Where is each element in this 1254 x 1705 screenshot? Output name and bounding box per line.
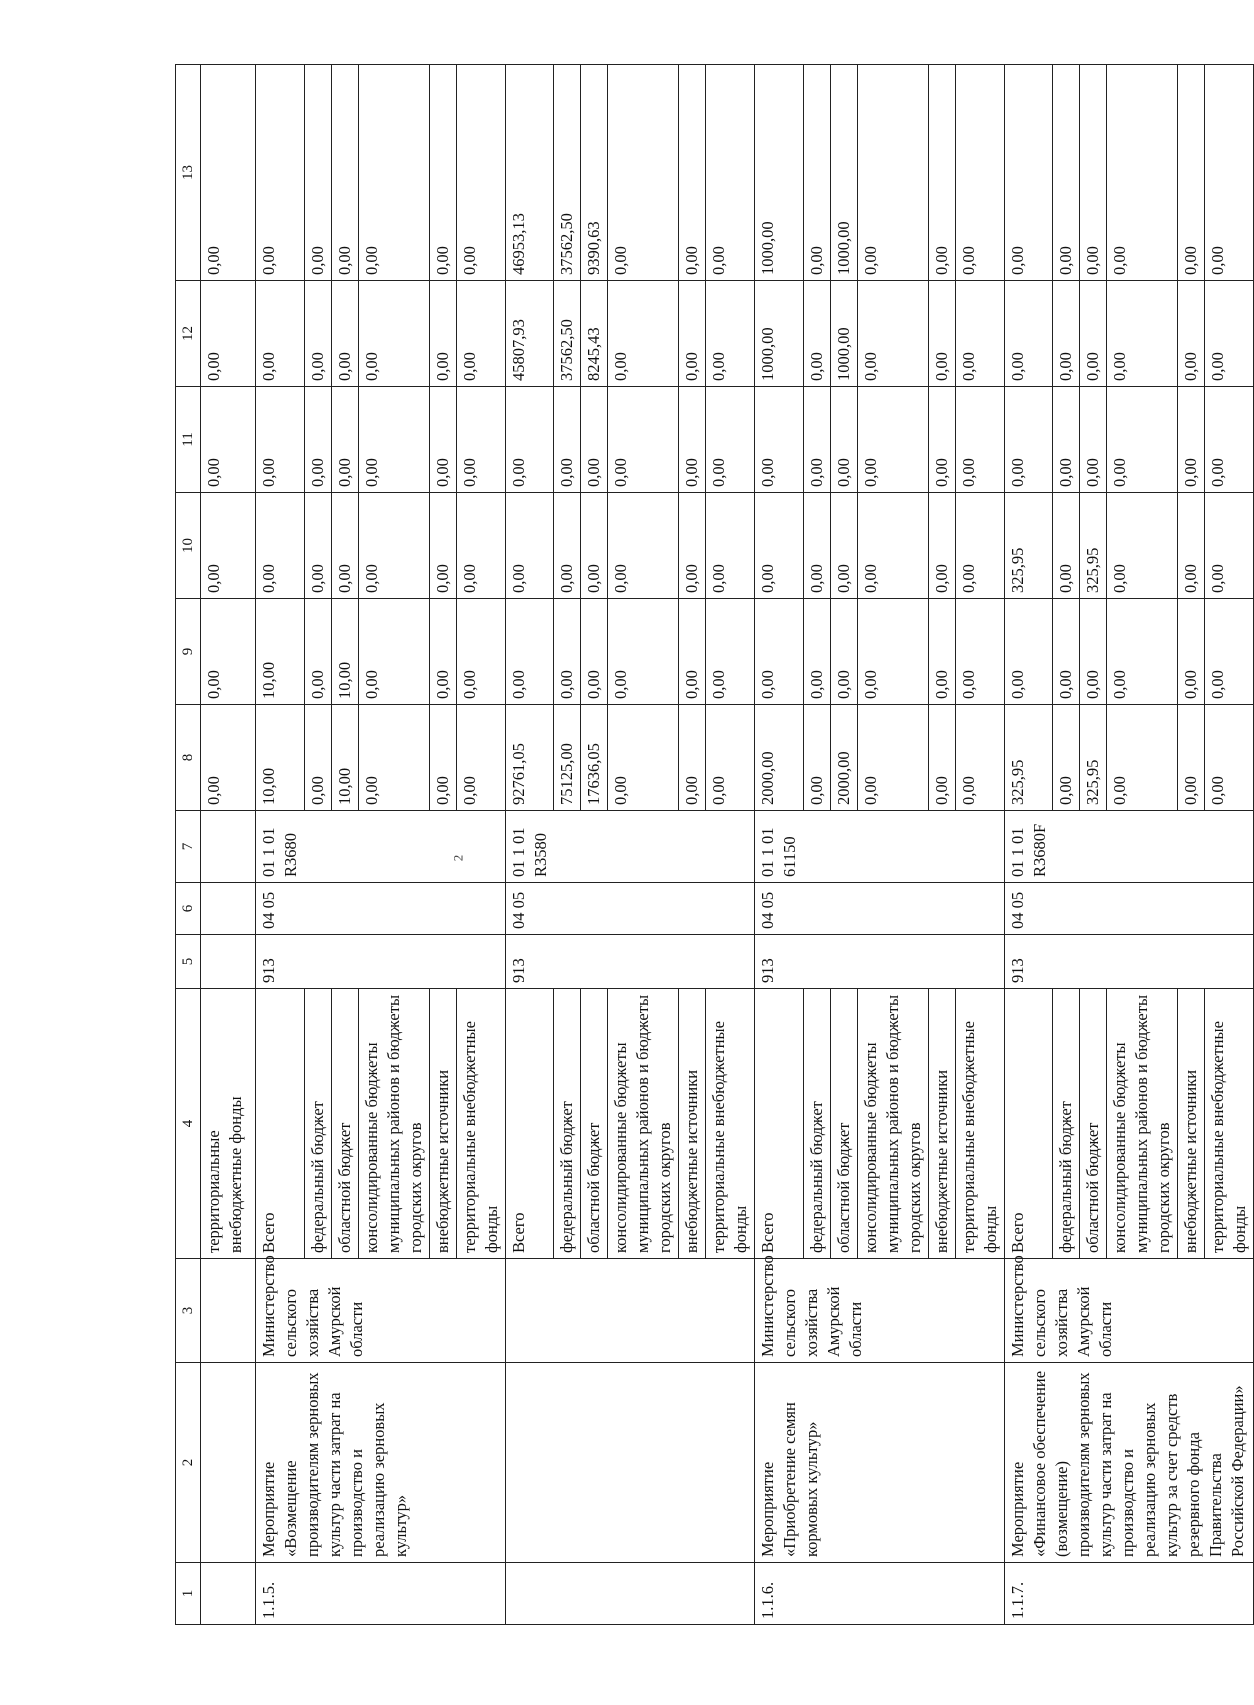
item-number: 1.1.6.: [755, 1563, 1005, 1625]
csr-cell: [1080, 811, 1107, 883]
value-cell: 0,00: [1178, 599, 1205, 705]
grbs-cell: 913: [505, 935, 554, 989]
csr-cell: [304, 811, 331, 883]
source-cell: территориальные внебюджетные фонды: [456, 989, 505, 1259]
value-cell: 10,00: [331, 705, 358, 811]
item-number: 1.1.5.: [256, 1563, 506, 1625]
csr-cell: 01 1 01 R3680F: [1004, 811, 1053, 883]
value-cell: 17636,05: [581, 705, 608, 811]
grbs-cell: [955, 935, 1004, 989]
source-cell: внебюджетные источники: [928, 989, 955, 1259]
grbs-cell: [304, 935, 331, 989]
value-cell: 0,00: [928, 599, 955, 705]
table-row: [256, 65, 305, 1625]
header-row: [176, 65, 201, 1625]
item-name: [505, 1363, 755, 1563]
col-header: 6: [176, 883, 201, 935]
grbs-cell: [1107, 935, 1178, 989]
value-cell: 0,00: [358, 387, 429, 493]
source-cell: внебюджетные источники: [429, 989, 456, 1259]
csr-cell: [1107, 811, 1178, 883]
rzpr-cell: 04 05: [755, 883, 804, 935]
value-cell: 0,00: [256, 65, 305, 281]
value-cell: 46953,13: [505, 65, 554, 281]
value-cell: 0,00: [706, 65, 755, 281]
value-cell: 0,00: [1178, 705, 1205, 811]
value-cell: 0,00: [429, 65, 456, 281]
grbs-cell: [331, 935, 358, 989]
source-cell: территориальные внебюджетные фонды: [1205, 989, 1254, 1259]
csr-cell: 01 1 01 R3680: [256, 811, 305, 883]
source-cell: Всего: [505, 989, 554, 1259]
value-cell: 0,00: [857, 599, 928, 705]
item-executor: Министерство сельского хозяйства Амурской области: [256, 1259, 506, 1363]
value-cell: 0,00: [955, 387, 1004, 493]
item-executor: Министерство сельского хозяйства Амурской области: [755, 1259, 1005, 1363]
value-cell: 325,95: [1080, 493, 1107, 599]
value-cell: 0,00: [955, 281, 1004, 387]
value-cell: 0,00: [830, 493, 857, 599]
source-cell: внебюджетные источники: [679, 989, 706, 1259]
csr-cell: [928, 811, 955, 883]
value-cell: 0,00: [456, 281, 505, 387]
csr-cell: [679, 811, 706, 883]
value-cell: 0,00: [608, 599, 679, 705]
value-cell: 0,00: [679, 599, 706, 705]
value-cell: 0,00: [1080, 281, 1107, 387]
value-cell: 0,00: [608, 281, 679, 387]
rzpr-cell: [1053, 883, 1080, 935]
rzpr-cell: [581, 883, 608, 935]
value-cell: 0,00: [830, 387, 857, 493]
value-cell: 1000,00: [755, 65, 804, 281]
value-cell: 0,00: [706, 281, 755, 387]
rzpr-cell: 04 05: [505, 883, 554, 935]
rzpr-cell: [955, 883, 1004, 935]
value-cell: 1000,00: [755, 281, 804, 387]
value-cell: 0,00: [1205, 281, 1254, 387]
value-cell: 0,00: [1004, 599, 1053, 705]
value-cell: 0,00: [955, 599, 1004, 705]
value-cell: 0,00: [857, 705, 928, 811]
value-cell: 0,00: [1004, 65, 1053, 281]
value-cell: 0,00: [803, 65, 830, 281]
source-cell: Всего: [1004, 989, 1053, 1259]
rzpr-cell: [803, 883, 830, 935]
source-cell: областной бюджет: [581, 989, 608, 1259]
grbs-cell: [1080, 935, 1107, 989]
value-cell: 0,00: [1107, 281, 1178, 387]
value-cell: 0,00: [331, 493, 358, 599]
value-cell: 0,00: [706, 387, 755, 493]
value-cell: 0,00: [201, 387, 256, 493]
value-cell: 0,00: [803, 493, 830, 599]
value-cell: 0,00: [679, 65, 706, 281]
col-header: 12: [176, 281, 201, 387]
grbs-cell: [456, 935, 505, 989]
csr-cell: [358, 811, 429, 883]
value-cell: 0,00: [1205, 705, 1254, 811]
col-header: 10: [176, 493, 201, 599]
value-cell: 0,00: [331, 281, 358, 387]
value-cell: 0,00: [304, 705, 331, 811]
grbs-cell: 913: [1004, 935, 1053, 989]
value-cell: 0,00: [304, 281, 331, 387]
value-cell: 0,00: [1205, 599, 1254, 705]
value-cell: 0,00: [679, 493, 706, 599]
continuation-row: [201, 65, 256, 1625]
value-cell: 0,00: [201, 705, 256, 811]
rzpr-cell: 04 05: [1004, 883, 1053, 935]
value-cell: 0,00: [358, 281, 429, 387]
rzpr-cell: [1178, 883, 1205, 935]
value-cell: 325,95: [1004, 493, 1053, 599]
grbs-cell: [608, 935, 679, 989]
table-row: [1004, 65, 1053, 1625]
value-cell: 0,00: [1053, 493, 1080, 599]
csr-cell: [803, 811, 830, 883]
col-header: 9: [176, 599, 201, 705]
value-cell: 10,00: [256, 705, 305, 811]
value-cell: 0,00: [456, 599, 505, 705]
csr-cell: [331, 811, 358, 883]
csr-cell: 01 1 01 61150: [755, 811, 804, 883]
rzpr-cell: [429, 883, 456, 935]
value-cell: 0,00: [1107, 493, 1178, 599]
value-cell: 0,00: [706, 493, 755, 599]
rzpr-cell: [331, 883, 358, 935]
csr-cell: [1205, 811, 1254, 883]
value-cell: 0,00: [581, 387, 608, 493]
value-cell: 0,00: [1053, 705, 1080, 811]
csr-cell: [1178, 811, 1205, 883]
grbs-cell: 913: [755, 935, 804, 989]
col-header: 1: [176, 1563, 201, 1625]
csr-cell: [608, 811, 679, 883]
value-cell: 0,00: [331, 65, 358, 281]
empty-cell: [201, 1363, 256, 1563]
grbs-cell: 913: [256, 935, 305, 989]
value-cell: 0,00: [429, 281, 456, 387]
grbs-cell: [1053, 935, 1080, 989]
value-cell: 0,00: [608, 705, 679, 811]
value-cell: 0,00: [456, 65, 505, 281]
value-cell: 37562,50: [554, 65, 581, 281]
empty-cell: [201, 935, 256, 989]
source-cell: областной бюджет: [830, 989, 857, 1259]
grbs-cell: [1178, 935, 1205, 989]
rzpr-cell: [857, 883, 928, 935]
source-cell: консолидированные бюджеты муниципальных районов и бюджеты городских округов: [608, 989, 679, 1259]
value-cell: 75125,00: [554, 705, 581, 811]
value-cell: 0,00: [505, 599, 554, 705]
value-cell: 0,00: [1080, 65, 1107, 281]
grbs-cell: [803, 935, 830, 989]
item-name: Мероприятие «Приобретение семян кормовых культур»: [755, 1363, 1005, 1563]
grbs-cell: [1205, 935, 1254, 989]
source-cell: областной бюджет: [1080, 989, 1107, 1259]
value-cell: 0,00: [1053, 65, 1080, 281]
csr-cell: [456, 811, 505, 883]
page-number: 2: [450, 854, 466, 862]
value-cell: 0,00: [456, 705, 505, 811]
value-cell: 0,00: [456, 493, 505, 599]
value-cell: 0,00: [706, 599, 755, 705]
value-cell: 325,95: [1080, 705, 1107, 811]
source-cell: Всего: [256, 989, 305, 1259]
value-cell: 0,00: [857, 65, 928, 281]
value-cell: 10,00: [331, 599, 358, 705]
source-cell: внебюджетные источники: [1178, 989, 1205, 1259]
value-cell: 0,00: [1205, 65, 1254, 281]
col-header: 5: [176, 935, 201, 989]
table-row: [505, 65, 554, 1625]
value-cell: 0,00: [1053, 387, 1080, 493]
value-cell: 0,00: [358, 65, 429, 281]
rzpr-cell: [304, 883, 331, 935]
value-cell: 0,00: [803, 599, 830, 705]
value-cell: 0,00: [304, 387, 331, 493]
value-cell: 0,00: [755, 599, 804, 705]
value-cell: 0,00: [803, 705, 830, 811]
source-cell: консолидированные бюджеты муниципальных районов и бюджеты городских округов: [1107, 989, 1178, 1259]
csr-cell: 01 1 01 R3580: [505, 811, 554, 883]
value-cell: 10,00: [256, 599, 305, 705]
grbs-cell: [679, 935, 706, 989]
value-cell: 0,00: [1178, 387, 1205, 493]
value-cell: 0,00: [256, 281, 305, 387]
source-cell: областной бюджет: [331, 989, 358, 1259]
source-line: территориальные: [204, 1130, 223, 1253]
col-header: 4: [176, 989, 201, 1259]
csr-cell: [554, 811, 581, 883]
value-cell: 0,00: [608, 387, 679, 493]
col-header: 2: [176, 1363, 201, 1563]
grbs-cell: [358, 935, 429, 989]
empty-cell: [201, 1563, 256, 1625]
item-executor: Министерство сельского хозяйства Амурской области: [1004, 1259, 1254, 1363]
value-cell: 0,00: [928, 281, 955, 387]
empty-cell: [201, 1259, 256, 1363]
value-cell: 0,00: [1080, 599, 1107, 705]
value-cell: 0,00: [358, 705, 429, 811]
csr-cell: [429, 811, 456, 883]
value-cell: 1000,00: [830, 65, 857, 281]
value-cell: 325,95: [1004, 705, 1053, 811]
source-cell: территориальные внебюджетные фонды: [955, 989, 1004, 1259]
col-header: 3: [176, 1259, 201, 1363]
item-name: Мероприятие «Финансовое обеспечение (возмещение) производителям зерновых культур части затрат на производство и реализацию зерновых культур за счет средств резервного фонда Правительства Российской Федерации»: [1004, 1363, 1254, 1563]
value-cell: 0,00: [256, 493, 305, 599]
source-cell: территориальные внебюджетные фонды: [706, 989, 755, 1259]
value-cell: 0,00: [505, 387, 554, 493]
grbs-cell: [429, 935, 456, 989]
csr-cell: [955, 811, 1004, 883]
source-cell: федеральный бюджет: [554, 989, 581, 1259]
value-cell: 0,00: [1107, 65, 1178, 281]
value-cell: 0,00: [955, 493, 1004, 599]
rotated-page: [175, 65, 1249, 1625]
value-cell: 0,00: [928, 493, 955, 599]
value-cell: 0,00: [456, 387, 505, 493]
source-cell: федеральный бюджет: [304, 989, 331, 1259]
item-number: [505, 1563, 755, 1625]
value-cell: 0,00: [857, 387, 928, 493]
csr-cell: [830, 811, 857, 883]
csr-cell: [857, 811, 928, 883]
value-cell: 0,00: [803, 387, 830, 493]
value-cell: 0,00: [581, 493, 608, 599]
grbs-cell: [928, 935, 955, 989]
value-cell: 0,00: [331, 387, 358, 493]
value-cell: 0,00: [857, 493, 928, 599]
csr-cell: [581, 811, 608, 883]
value-cell: 0,00: [1178, 65, 1205, 281]
value-cell: 0,00: [608, 65, 679, 281]
value-cell: 0,00: [679, 387, 706, 493]
empty-cell: [201, 883, 256, 935]
rzpr-cell: [358, 883, 429, 935]
value-cell: 0,00: [429, 599, 456, 705]
value-cell: 0,00: [608, 493, 679, 599]
value-cell: 0,00: [955, 65, 1004, 281]
value-cell: 0,00: [928, 387, 955, 493]
value-cell: 0,00: [304, 65, 331, 281]
value-cell: 0,00: [955, 705, 1004, 811]
value-cell: 0,00: [429, 705, 456, 811]
value-cell: 8245,43: [581, 281, 608, 387]
rzpr-cell: 04 05: [256, 883, 305, 935]
grbs-cell: [706, 935, 755, 989]
value-cell: 0,00: [1053, 599, 1080, 705]
value-cell: 92761,05: [505, 705, 554, 811]
col-header: 8: [176, 705, 201, 811]
source-cell: федеральный бюджет: [1053, 989, 1080, 1259]
value-cell: 1000,00: [830, 281, 857, 387]
value-cell: 0,00: [554, 493, 581, 599]
source-cell: [201, 989, 256, 1259]
csr-cell: [706, 811, 755, 883]
value-cell: 0,00: [1205, 493, 1254, 599]
value-cell: 0,00: [1107, 705, 1178, 811]
value-cell: 0,00: [755, 387, 804, 493]
value-cell: 0,00: [505, 493, 554, 599]
value-cell: 0,00: [679, 281, 706, 387]
grbs-cell: [581, 935, 608, 989]
rzpr-cell: [1107, 883, 1178, 935]
source-cell: консолидированные бюджеты муниципальных районов и бюджеты городских округов: [857, 989, 928, 1259]
grbs-cell: [857, 935, 928, 989]
rzpr-cell: [679, 883, 706, 935]
value-cell: 0,00: [581, 599, 608, 705]
empty-cell: [201, 811, 256, 883]
rzpr-cell: [1080, 883, 1107, 935]
value-cell: 0,00: [857, 281, 928, 387]
value-cell: 0,00: [201, 493, 256, 599]
value-cell: 37562,50: [554, 281, 581, 387]
source-cell: федеральный бюджет: [803, 989, 830, 1259]
value-cell: 0,00: [201, 65, 256, 281]
col-header: 7: [176, 811, 201, 883]
source-cell: консолидированные бюджеты муниципальных районов и бюджеты городских округов: [358, 989, 429, 1259]
value-cell: 0,00: [429, 387, 456, 493]
rzpr-cell: [608, 883, 679, 935]
value-cell: 0,00: [755, 493, 804, 599]
col-header: 13: [176, 65, 201, 281]
value-cell: 0,00: [1178, 281, 1205, 387]
item-number: 1.1.7.: [1004, 1563, 1254, 1625]
rzpr-cell: [928, 883, 955, 935]
value-cell: 0,00: [554, 599, 581, 705]
value-cell: 0,00: [201, 599, 256, 705]
value-cell: 0,00: [1107, 599, 1178, 705]
value-cell: 0,00: [304, 493, 331, 599]
budget-table: [175, 64, 1254, 1625]
value-cell: 0,00: [1053, 281, 1080, 387]
value-cell: 0,00: [256, 387, 305, 493]
rzpr-cell: [706, 883, 755, 935]
value-cell: 0,00: [803, 281, 830, 387]
rzpr-cell: [830, 883, 857, 935]
value-cell: 0,00: [201, 281, 256, 387]
value-cell: 45807,93: [505, 281, 554, 387]
value-cell: 0,00: [1004, 281, 1053, 387]
source-line: внебюджетные фонды: [226, 1096, 245, 1253]
value-cell: 2000,00: [755, 705, 804, 811]
value-cell: 0,00: [1004, 387, 1053, 493]
value-cell: 0,00: [1178, 493, 1205, 599]
value-cell: 0,00: [928, 705, 955, 811]
value-cell: 0,00: [706, 705, 755, 811]
grbs-cell: [554, 935, 581, 989]
csr-cell: [1053, 811, 1080, 883]
value-cell: 0,00: [358, 599, 429, 705]
grbs-cell: [830, 935, 857, 989]
value-cell: 0,00: [358, 493, 429, 599]
value-cell: 0,00: [1205, 387, 1254, 493]
value-cell: 2000,00: [830, 705, 857, 811]
value-cell: 0,00: [928, 65, 955, 281]
rzpr-cell: [456, 883, 505, 935]
item-name: Мероприятие «Возмещение производителям зерновых культур части затрат на производство и реализацию зерновых культур»: [256, 1363, 506, 1563]
rzpr-cell: [554, 883, 581, 935]
value-cell: 0,00: [830, 599, 857, 705]
value-cell: 9390,63: [581, 65, 608, 281]
value-cell: 0,00: [304, 599, 331, 705]
value-cell: 0,00: [554, 387, 581, 493]
source-cell: Всего: [755, 989, 804, 1259]
value-cell: 0,00: [429, 493, 456, 599]
value-cell: 0,00: [1080, 387, 1107, 493]
rzpr-cell: [1205, 883, 1254, 935]
col-header: 11: [176, 387, 201, 493]
table-row: [755, 65, 804, 1625]
value-cell: 0,00: [679, 705, 706, 811]
item-executor: [505, 1259, 755, 1363]
value-cell: 0,00: [1107, 387, 1178, 493]
